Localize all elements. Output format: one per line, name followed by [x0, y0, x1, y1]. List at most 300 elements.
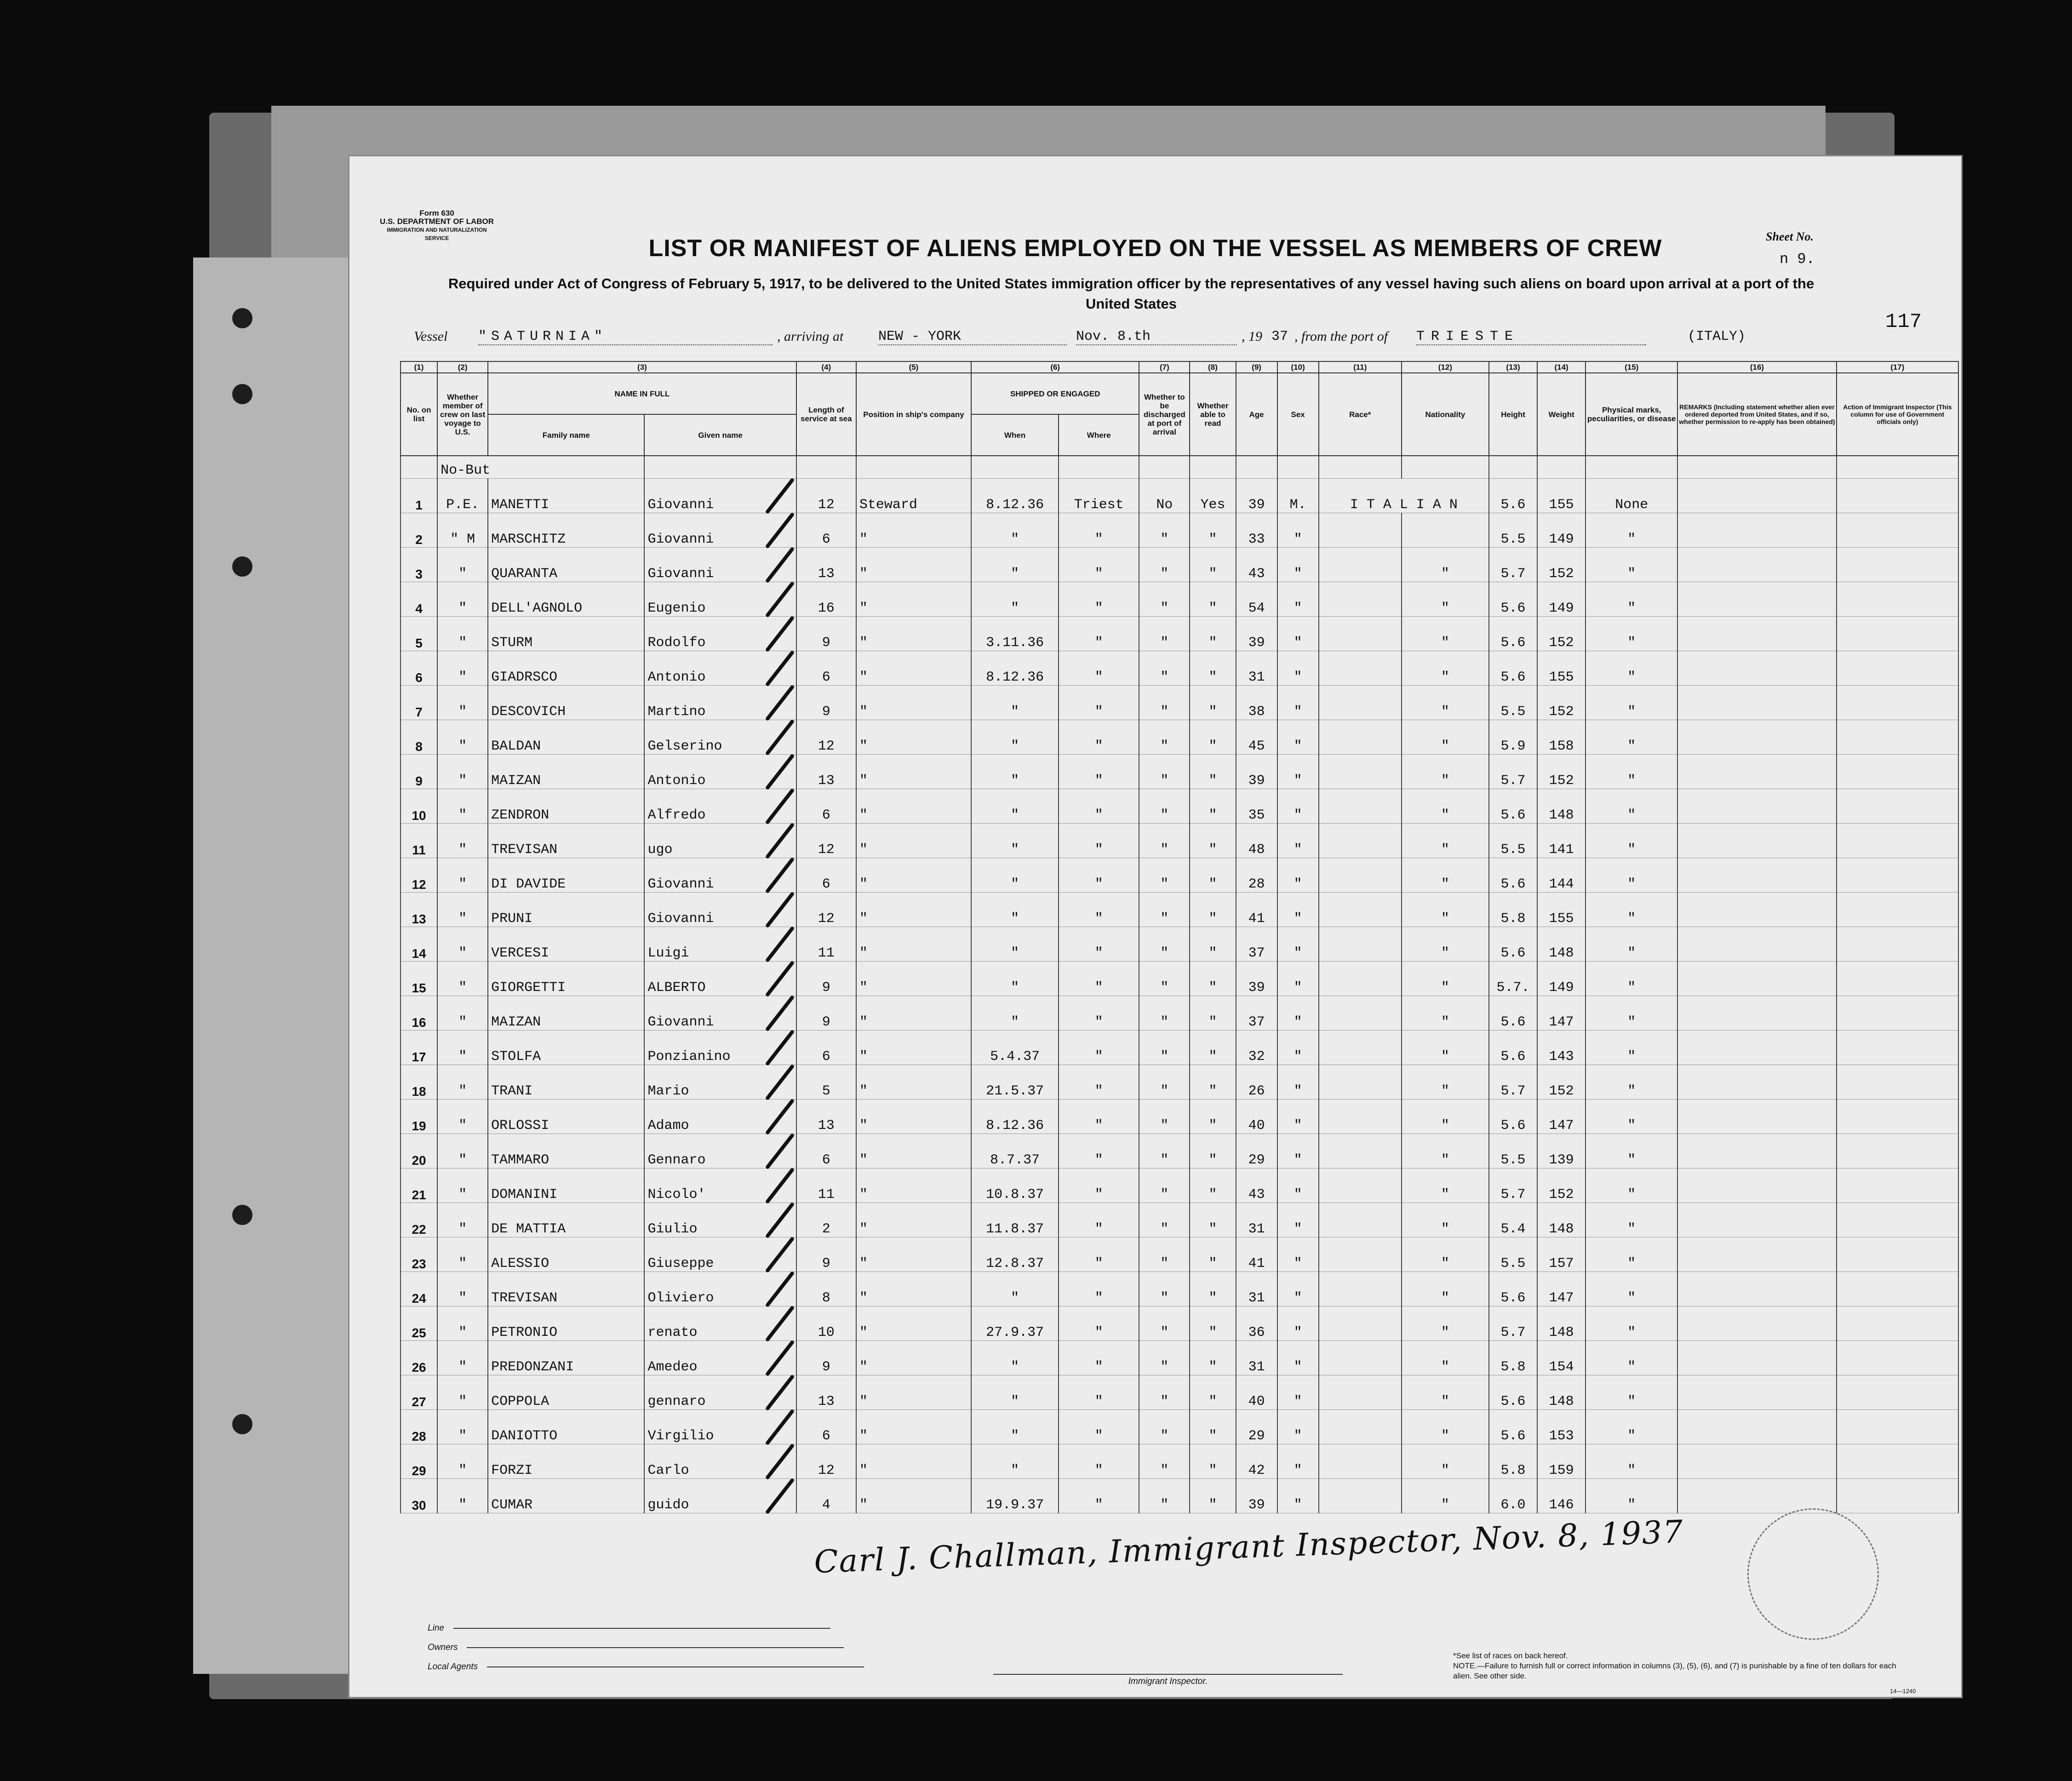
- cell-physical-marks: ": [1585, 1237, 1677, 1272]
- cell-sex: ": [1277, 720, 1319, 755]
- cell-length-of-service: 4: [796, 1479, 856, 1513]
- cell-discharged: ": [1139, 1100, 1190, 1134]
- cell-shipped-where: ": [1059, 651, 1139, 686]
- cell-height: 5.8: [1489, 893, 1537, 927]
- cell-row-number: 5: [401, 617, 437, 651]
- cell-race: [1319, 1444, 1402, 1479]
- cell-inspector-action: [1837, 1100, 1958, 1134]
- cell-remarks: [1677, 582, 1836, 617]
- cell-weight: 153: [1537, 1410, 1585, 1444]
- cell-given-name: Carlo: [644, 1444, 796, 1479]
- cell-able-to-read: ": [1190, 582, 1236, 617]
- cell-able-to-read: ": [1190, 962, 1236, 996]
- arrival-port: NEW - YORK: [878, 329, 1067, 345]
- cell-length-of-service: 13: [796, 548, 856, 582]
- cell-height: 5.6: [1489, 1272, 1537, 1306]
- cell-nationality: ": [1402, 1375, 1489, 1410]
- from-port-label: , from the port of: [1294, 329, 1388, 344]
- cell-given-name: Giulio: [644, 1203, 796, 1237]
- cell-sex: ": [1277, 1375, 1319, 1410]
- cell-remarks: [1677, 1444, 1836, 1479]
- cell-height: 5.7: [1489, 755, 1537, 789]
- cell-inspector-action: [1837, 858, 1958, 893]
- cell-age: 31: [1236, 1203, 1277, 1237]
- cell-age: 39: [1236, 755, 1277, 789]
- cell-length-of-service: 5: [796, 1065, 856, 1100]
- cell-discharged: ": [1139, 1134, 1190, 1168]
- cell-length-of-service: 9: [796, 686, 856, 720]
- cell-family-name: STURM: [488, 617, 644, 651]
- col-number: (12): [1402, 361, 1489, 373]
- cell-shipped-where: ": [1059, 1410, 1139, 1444]
- cell-height: 5.6: [1489, 582, 1537, 617]
- cell-age: 39: [1236, 962, 1277, 996]
- cell-nationality: ": [1402, 651, 1489, 686]
- cell-family-name: DOMANINI: [488, 1168, 644, 1203]
- cell-position: ": [856, 1341, 971, 1375]
- arriving-label: , arriving at: [777, 329, 844, 344]
- cell-position: Steward: [856, 479, 971, 513]
- cell-weight: 148: [1537, 1375, 1585, 1410]
- cell-family-name: ZENDRON: [488, 789, 644, 824]
- cell-given-name: Giovanni: [644, 858, 796, 893]
- binder-hole: [232, 1205, 252, 1225]
- cell-race: [1319, 1134, 1402, 1168]
- cell-discharged: ": [1139, 1237, 1190, 1272]
- header-position: Position in ship's company: [856, 373, 971, 456]
- cell-length-of-service: 9: [796, 996, 856, 1031]
- cell-previous-voyage: ": [437, 651, 488, 686]
- cell-given-name: Giovanni: [644, 513, 796, 548]
- departure-country: (ITALY): [1688, 329, 1746, 344]
- cell-given-name: Gelserino: [644, 720, 796, 755]
- cell-previous-voyage: ": [437, 1341, 488, 1375]
- cell-height: 5.8: [1489, 1341, 1537, 1375]
- cell-inspector-action: [1837, 479, 1958, 513]
- line-label: Line: [428, 1623, 444, 1633]
- cell-previous-voyage: ": [437, 548, 488, 582]
- cell-able-to-read: ": [1190, 1237, 1236, 1272]
- cell-discharged: ": [1139, 1479, 1190, 1513]
- cell-length-of-service: 12: [796, 824, 856, 858]
- cell-race: [1319, 858, 1402, 893]
- cell-race: [1319, 686, 1402, 720]
- cell-sex: ": [1277, 1479, 1319, 1513]
- cell-sex: ": [1277, 1237, 1319, 1272]
- cell-family-name: DANIOTTO: [488, 1410, 644, 1444]
- cell-remarks: [1677, 1065, 1836, 1100]
- cell-shipped-when: ": [971, 1341, 1059, 1375]
- cell-family-name: PREDONZANI: [488, 1341, 644, 1375]
- cell-shipped-where: ": [1059, 1341, 1139, 1375]
- owners-field: [467, 1647, 844, 1648]
- cell-nationality: ": [1402, 1410, 1489, 1444]
- cell-length-of-service: 9: [796, 1341, 856, 1375]
- cell-length-of-service: 9: [796, 1237, 856, 1272]
- cell-given-name: gennaro: [644, 1375, 796, 1410]
- cell-row-number: 24: [401, 1272, 437, 1306]
- cell-row-number: 20: [401, 1134, 437, 1168]
- cell-age: 36: [1236, 1306, 1277, 1341]
- cell-family-name: DI DAVIDE: [488, 858, 644, 893]
- cell-nationality: ": [1402, 962, 1489, 996]
- cell-shipped-when: 27.9.37: [971, 1306, 1059, 1341]
- cell-able-to-read: ": [1190, 1306, 1236, 1341]
- header-sex: Sex: [1277, 373, 1319, 456]
- table-row: [401, 1444, 1958, 1479]
- cell-inspector-action: [1837, 1410, 1958, 1444]
- cell-previous-voyage: ": [437, 789, 488, 824]
- cell-previous-voyage: ": [437, 1100, 488, 1134]
- cell-shipped-when: 12.8.37: [971, 1237, 1059, 1272]
- cell-shipped-when: 5.4.37: [971, 1031, 1059, 1065]
- cell-sex: ": [1277, 1203, 1319, 1237]
- cell-discharged: ": [1139, 1272, 1190, 1306]
- cell-discharged: ": [1139, 1375, 1190, 1410]
- cell-discharged: ": [1139, 1031, 1190, 1065]
- cell-position: ": [856, 1375, 971, 1410]
- cell-inspector-action: [1837, 513, 1958, 548]
- cell-height: 5.7.: [1489, 962, 1537, 996]
- cell-length-of-service: 12: [796, 1444, 856, 1479]
- cell-previous-voyage: ": [437, 1203, 488, 1237]
- cell-race: [1319, 1306, 1402, 1341]
- cell-race: [1319, 927, 1402, 962]
- cell-weight: 146: [1537, 1479, 1585, 1513]
- cell-row-number: 14: [401, 927, 437, 962]
- col-number: (5): [856, 361, 971, 373]
- cell-discharged: ": [1139, 548, 1190, 582]
- cell-position: ": [856, 1100, 971, 1134]
- cell-sex: ": [1277, 513, 1319, 548]
- cell-nationality: ": [1402, 1306, 1489, 1341]
- cell-previous-voyage: ": [437, 996, 488, 1031]
- cell-able-to-read: ": [1190, 1479, 1236, 1513]
- col-number: (13): [1489, 361, 1537, 373]
- cell-physical-marks: ": [1585, 1100, 1677, 1134]
- cell-able-to-read: ": [1190, 651, 1236, 686]
- header-inspector-action: Action of Immigrant Inspector (This column for use of Government officials only): [1837, 373, 1958, 456]
- cell-inspector-action: [1837, 720, 1958, 755]
- cell-able-to-read: ": [1190, 996, 1236, 1031]
- cell-position: ": [856, 513, 971, 548]
- table-row: [401, 1065, 1958, 1100]
- cell-shipped-where: ": [1059, 1272, 1139, 1306]
- cell-age: 43: [1236, 548, 1277, 582]
- table-row: [401, 858, 1958, 893]
- cell-physical-marks: ": [1585, 1410, 1677, 1444]
- cell-sex: ": [1277, 824, 1319, 858]
- header-given-name: Given name: [644, 414, 796, 456]
- cell-able-to-read: ": [1190, 513, 1236, 548]
- cell-previous-voyage: ": [437, 1031, 488, 1065]
- cell-previous-voyage: ": [437, 962, 488, 996]
- cell-sex: ": [1277, 789, 1319, 824]
- cell-race: [1319, 651, 1402, 686]
- cell-age: 48: [1236, 824, 1277, 858]
- col-number: (9): [1236, 361, 1277, 373]
- cell-remarks: [1677, 1272, 1836, 1306]
- cell-row-number: 13: [401, 893, 437, 927]
- cell-height: 5.6: [1489, 789, 1537, 824]
- header-shipped-or-engaged: SHIPPED OR ENGAGED: [971, 373, 1139, 414]
- cell-given-name: guido: [644, 1479, 796, 1513]
- cell-inspector-action: [1837, 582, 1958, 617]
- cell-length-of-service: 6: [796, 1134, 856, 1168]
- cell-race: [1319, 1272, 1402, 1306]
- cell-inspector-action: [1837, 1168, 1958, 1203]
- cell-remarks: [1677, 1100, 1836, 1134]
- cell-race: [1319, 1237, 1402, 1272]
- cell-age: 39: [1236, 479, 1277, 513]
- cell-shipped-where: ": [1059, 927, 1139, 962]
- cell-race: [1319, 1065, 1402, 1100]
- cell-remarks: [1677, 1168, 1836, 1203]
- cell-height: 5.4: [1489, 1203, 1537, 1237]
- inspection-seal: [1747, 1508, 1879, 1640]
- cell-weight: 143: [1537, 1031, 1585, 1065]
- cell-discharged: ": [1139, 686, 1190, 720]
- cell-inspector-action: [1837, 1203, 1958, 1237]
- cell-length-of-service: 10: [796, 1306, 856, 1341]
- cell-row-number: 25: [401, 1306, 437, 1341]
- cell-shipped-when: ": [971, 755, 1059, 789]
- cell-physical-marks: ": [1585, 1341, 1677, 1375]
- cell-inspector-action: [1837, 996, 1958, 1031]
- cell-sex: ": [1277, 617, 1319, 651]
- cell-row-number: 4: [401, 582, 437, 617]
- cell-race: [1319, 720, 1402, 755]
- cell-age: 40: [1236, 1100, 1277, 1134]
- cell-physical-marks: ": [1585, 651, 1677, 686]
- cell-inspector-action: [1837, 651, 1958, 686]
- cell-weight: 148: [1537, 927, 1585, 962]
- cell-age: 33: [1236, 513, 1277, 548]
- cell-weight: 152: [1537, 1168, 1585, 1203]
- cell-age: 32: [1236, 1031, 1277, 1065]
- cell-race: [1319, 1168, 1402, 1203]
- cell-family-name: ALESSIO: [488, 1237, 644, 1272]
- cell-shipped-when: ": [971, 962, 1059, 996]
- cell-family-name: COPPOLA: [488, 1375, 644, 1410]
- cell-family-name: GIADRSCO: [488, 651, 644, 686]
- cell-given-name: Oliviero: [644, 1272, 796, 1306]
- cell-discharged: ": [1139, 893, 1190, 927]
- cell-family-name: TAMMARO: [488, 1134, 644, 1168]
- cell-height: 5.7: [1489, 1065, 1537, 1100]
- cell-height: 5.8: [1489, 1444, 1537, 1479]
- cell-age: 43: [1236, 1168, 1277, 1203]
- cell-age: 39: [1236, 617, 1277, 651]
- cell-race: [1319, 1341, 1402, 1375]
- cell-remarks: [1677, 789, 1836, 824]
- header-discharged: Whether to be discharged at port of arrival: [1139, 373, 1190, 456]
- cell-weight: 152: [1537, 617, 1585, 651]
- cell-nationality: ": [1402, 720, 1489, 755]
- cell-able-to-read: ": [1190, 1031, 1236, 1065]
- line-field: [453, 1628, 830, 1629]
- cell-able-to-read: ": [1190, 1203, 1236, 1237]
- table-row: [401, 513, 1958, 548]
- table-row: [401, 1410, 1958, 1444]
- cell-height: 5.7: [1489, 1306, 1537, 1341]
- cell-age: 31: [1236, 651, 1277, 686]
- cell-given-name: Rodolfo: [644, 617, 796, 651]
- cell-nationality: ": [1402, 1237, 1489, 1272]
- cell-sex: M.: [1277, 479, 1319, 513]
- cell-physical-marks: ": [1585, 858, 1677, 893]
- cell-shipped-where: ": [1059, 1237, 1139, 1272]
- cell-family-name: GIORGETTI: [488, 962, 644, 996]
- cell-previous-voyage: ": [437, 824, 488, 858]
- header-race: Race*: [1319, 373, 1402, 456]
- cell-position: ": [856, 996, 971, 1031]
- cell-height: 6.0: [1489, 1479, 1537, 1513]
- table-row: [401, 1100, 1958, 1134]
- cell-physical-marks: ": [1585, 824, 1677, 858]
- cell-nationality: ": [1402, 1479, 1489, 1513]
- vessel-line: [414, 329, 1904, 352]
- cell-family-name: TREVISAN: [488, 1272, 644, 1306]
- cell-row-number: 11: [401, 824, 437, 858]
- cell-race: [1319, 1479, 1402, 1513]
- cell-discharged: ": [1139, 651, 1190, 686]
- cell-race: [1319, 617, 1402, 651]
- table-row: [401, 996, 1958, 1031]
- table-row: [401, 824, 1958, 858]
- cell-remarks: [1677, 1134, 1836, 1168]
- cell-shipped-when: ": [971, 548, 1059, 582]
- cell-family-name: CUMAR: [488, 1479, 644, 1513]
- cell-weight: 141: [1537, 824, 1585, 858]
- table-row: [401, 1272, 1958, 1306]
- cell-family-name: QUARANTA: [488, 548, 644, 582]
- cell-inspector-action: [1837, 686, 1958, 720]
- cell-position: ": [856, 789, 971, 824]
- page-title: LIST OR MANIFEST OF ALIENS EMPLOYED ON THE VESSEL AS MEMBERS OF CREW: [648, 235, 1662, 262]
- cell-height: 5.6: [1489, 1410, 1537, 1444]
- cell-shipped-where: ": [1059, 617, 1139, 651]
- cell-sex: ": [1277, 1134, 1319, 1168]
- cell-row-number: 21: [401, 1168, 437, 1203]
- cell-shipped-when: 8.12.36: [971, 1100, 1059, 1134]
- col-number: (8): [1190, 361, 1236, 373]
- cell-physical-marks: ": [1585, 1479, 1677, 1513]
- cell-weight: 149: [1537, 962, 1585, 996]
- cell-inspector-action: [1837, 1134, 1958, 1168]
- cell-previous-voyage: ": [437, 1444, 488, 1479]
- header-age: Age: [1236, 373, 1277, 456]
- cell-length-of-service: 16: [796, 582, 856, 617]
- cell-remarks: [1677, 1031, 1836, 1065]
- cell-row-number: 6: [401, 651, 437, 686]
- cell-nationality: ": [1402, 617, 1489, 651]
- table-row: [401, 893, 1958, 927]
- cell-weight: 139: [1537, 1134, 1585, 1168]
- cell-nationality: ": [1402, 1134, 1489, 1168]
- col-number: (4): [796, 361, 856, 373]
- col-number: (15): [1585, 361, 1677, 373]
- cell-nationality: ": [1402, 789, 1489, 824]
- cell-weight: 152: [1537, 548, 1585, 582]
- cell-shipped-where: ": [1059, 824, 1139, 858]
- col-number: (7): [1139, 361, 1190, 373]
- cell-height: 5.6: [1489, 1031, 1537, 1065]
- cell-race: [1319, 548, 1402, 582]
- cell-shipped-when: 3.11.36: [971, 617, 1059, 651]
- cell-position: ": [856, 1203, 971, 1237]
- cell-shipped-when: ": [971, 1410, 1059, 1444]
- year-prefix: , 19: [1242, 329, 1262, 344]
- cell-race: [1319, 1100, 1402, 1134]
- cell-remarks: [1677, 927, 1836, 962]
- cell-physical-marks: None: [1585, 479, 1677, 513]
- cell-shipped-when: 19.9.37: [971, 1479, 1059, 1513]
- cell-given-name: Giovanni: [644, 479, 796, 513]
- table-row: [401, 1168, 1958, 1203]
- cell-discharged: ": [1139, 1168, 1190, 1203]
- cell-shipped-where: ": [1059, 789, 1139, 824]
- cell-race: [1319, 1203, 1402, 1237]
- cell-row-number: 10: [401, 789, 437, 824]
- cell-shipped-where: ": [1059, 1203, 1139, 1237]
- cell-age: 31: [1236, 1341, 1277, 1375]
- cell-shipped-where: ": [1059, 1479, 1139, 1513]
- cell-able-to-read: ": [1190, 858, 1236, 893]
- cell-sex: ": [1277, 651, 1319, 686]
- cell-shipped-when: ": [971, 1375, 1059, 1410]
- cell-position: ": [856, 720, 971, 755]
- pre-row-note: No-But: [437, 456, 644, 479]
- cell-row-number: 9: [401, 755, 437, 789]
- pre-row: [401, 456, 1958, 479]
- cell-physical-marks: ": [1585, 962, 1677, 996]
- cell-position: ": [856, 1237, 971, 1272]
- cell-nationality: ": [1402, 686, 1489, 720]
- cell-age: 31: [1236, 1272, 1277, 1306]
- cell-race: [1319, 893, 1402, 927]
- table-row: [401, 651, 1958, 686]
- cell-given-name: renato: [644, 1306, 796, 1341]
- cell-sex: ": [1277, 1100, 1319, 1134]
- cell-height: 5.6: [1489, 858, 1537, 893]
- cell-length-of-service: 13: [796, 1375, 856, 1410]
- col-number: (3): [488, 361, 796, 373]
- table-row: [401, 1134, 1958, 1168]
- cell-position: ": [856, 858, 971, 893]
- table-row: [401, 582, 1958, 617]
- cell-shipped-where: ": [1059, 1444, 1139, 1479]
- cell-family-name: MANETTI: [488, 479, 644, 513]
- cell-shipped-where: ": [1059, 996, 1139, 1031]
- cell-row-number: 3: [401, 548, 437, 582]
- cell-given-name: Virgilio: [644, 1410, 796, 1444]
- print-code: 14—1240: [1890, 1688, 1916, 1695]
- cell-family-name: ORLOSSI: [488, 1100, 644, 1134]
- cell-remarks: [1677, 1375, 1836, 1410]
- cell-able-to-read: ": [1190, 720, 1236, 755]
- cell-shipped-where: ": [1059, 1375, 1139, 1410]
- cell-height: 5.6: [1489, 996, 1537, 1031]
- cell-age: 35: [1236, 789, 1277, 824]
- cell-sex: ": [1277, 1341, 1319, 1375]
- cell-previous-voyage: ": [437, 927, 488, 962]
- cell-family-name: STOLFA: [488, 1031, 644, 1065]
- cell-able-to-read: ": [1190, 1375, 1236, 1410]
- cell-weight: 148: [1537, 1306, 1585, 1341]
- cell-shipped-where: ": [1059, 582, 1139, 617]
- cell-discharged: ": [1139, 962, 1190, 996]
